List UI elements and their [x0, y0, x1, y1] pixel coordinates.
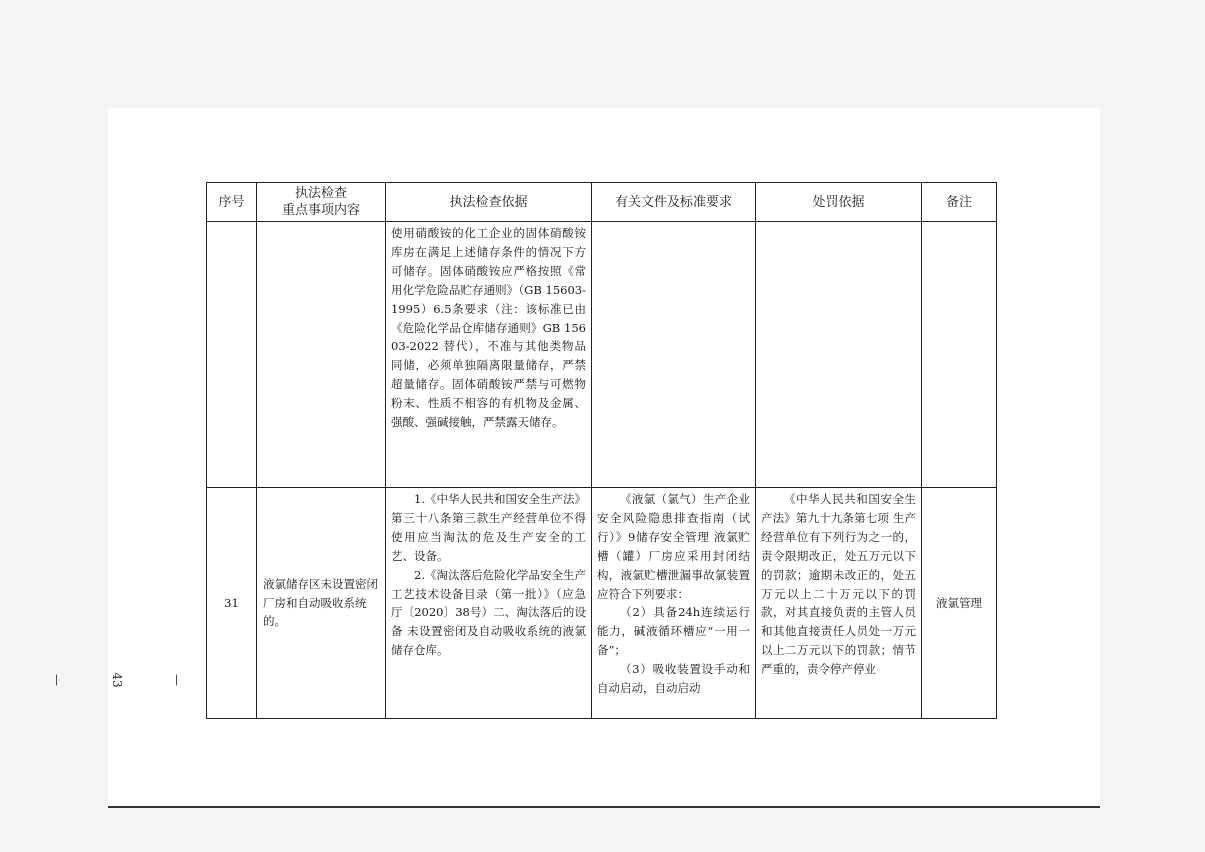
standards-paragraph: （3）吸收装置设手动和自动启动，自动启动 — [597, 662, 750, 696]
bottom-rule — [108, 806, 1100, 808]
cell-standards — [592, 222, 756, 488]
cell-inspection-basis — [386, 222, 592, 488]
header-standards: 有关文件及标准要求 — [592, 183, 756, 222]
cell-key-item — [257, 488, 386, 719]
header-key-item: 执法检查 重点事项内容 — [257, 183, 386, 222]
header-remark: 备注 — [922, 183, 997, 222]
header-serial-no: 序号 — [207, 183, 257, 222]
cell-remark — [922, 222, 997, 488]
table-row — [207, 222, 997, 488]
table-header-row — [207, 183, 997, 222]
standards-paragraph: 《液氯（氯气）生产企业安全风险隐患排查指南（试行）》9储存安全管理 液氯贮槽（罐）厂房应采用封闭结构，液氯贮槽泄漏事故氯装置应符合下列要求： — [597, 492, 750, 601]
penalty-text — [756, 488, 921, 718]
remark-text: 液氯管理 — [936, 595, 982, 610]
page-number: — 43 — — [50, 672, 184, 688]
cell-inspection-basis — [386, 488, 592, 719]
standards-paragraph: （2）具备24h连续运行能力，碱液循环槽应“一用一备”； — [597, 605, 750, 658]
table-row — [207, 488, 997, 719]
cell-key-item — [257, 222, 386, 488]
basis-paragraph: 2.《淘汰落后危险化学品安全生产工艺技术设备目录（第一批）》（应急厅〔2020〕38号）二、淘汰落后的设备 未设置密闭及自动吸收系统的液氯储存仓库。 — [391, 567, 586, 658]
cell-serial-no — [207, 488, 257, 719]
cell-penalty-basis — [756, 222, 922, 488]
header-inspection-basis: 执法检查依据 — [386, 183, 592, 222]
enforcement-table — [206, 182, 997, 719]
row-number: 31 — [224, 595, 239, 610]
header-penalty-basis: 处罚依据 — [756, 183, 922, 222]
cell-penalty-basis — [756, 488, 922, 719]
continued-basis-text: 使用硝酸铵的化工企业的固体硝酸铵库房在满足上述储存条件的情况下方可储存。固体硝酸铵应严格按照《常用化学危险品贮存通则》（GB 15603-1995）6.5条要求（注：该标准已由《危险化学品仓库储存通则》GB 15603-2022 替代），不准与其他类物品同储，必须单独隔离限量储存，严禁超量储存。固体硝酸铵严禁与可燃物粉末、性质不相容的有机物及金属、强酸、强碱接触，严禁露天储存。 — [391, 226, 586, 430]
cell-standards — [592, 488, 756, 719]
key-item-text: 液氯储存区未设置密闭厂房和自动吸收系统的。 — [263, 576, 378, 629]
cell-remark — [922, 488, 997, 719]
basis-paragraph: 1.《中华人民共和国安全生产法》第三十八条第三款生产经营单位不得使用应当淘汰的危及生产安全的工艺、设备。 — [391, 492, 586, 563]
standards-text — [592, 488, 755, 718]
penalty-paragraph: 《中华人民共和国安全生产法》第九十九条第七项 生产经营单位有下列行为之一的，责令限期改正，处五万元以下的罚款；逾期未改正的，处五万元以上二十万元以下的罚款，对其直接负责的主管人员和其他直接责任人员处一万元以上二万元以下的罚款；情节严重的，责令停产停业 — [761, 492, 916, 677]
cell-serial-no — [207, 222, 257, 488]
inspection-basis-text — [386, 488, 591, 718]
